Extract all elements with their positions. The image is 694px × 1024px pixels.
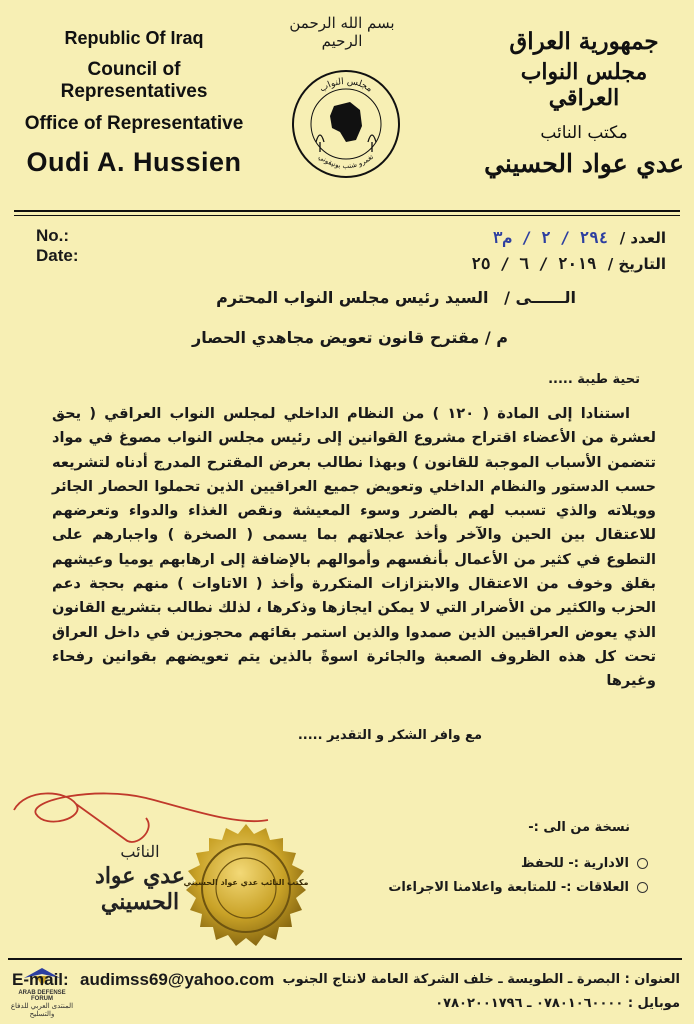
date-row-ar — [471, 254, 666, 273]
circle-bullet-icon — [637, 882, 648, 893]
gold-seal — [180, 822, 312, 954]
arabic-letterhead — [484, 28, 684, 178]
email-address: audimss69@yahoo.com — [80, 970, 275, 989]
no-value: ٢٩٤ / ٢ / م٣ — [492, 228, 609, 247]
watermark-line-2: المنتدى العربي للدفاع والتسليح — [10, 1003, 74, 1018]
copy-item: الادارية :- للحفظ — [521, 856, 648, 871]
footer-phone: موبايل : ٠٧٨٠١٠٦٠٠٠٠ ـ ٠٧٨٠٢٠٠١٧٩٦ — [435, 996, 680, 1011]
subject: م / مقترح قانون تعويض مجاهدي الحصار — [192, 328, 508, 347]
date-value: ٢٠١٩ / ٦ / ٢٥ — [471, 254, 597, 273]
header-divider — [14, 210, 680, 216]
to-label: الــــــى / — [504, 288, 576, 307]
en-country: Republic Of Iraq — [64, 28, 204, 48]
logo-ring-text-bottom: تغمرو شنب بونيقوني — [316, 152, 376, 171]
letter-body — [52, 402, 656, 694]
signature-name: عدي عواد الحسيني — [95, 863, 185, 915]
watermark-line-1: ARAB DEFENSE FORUM — [18, 990, 66, 1002]
footer-divider — [8, 958, 682, 960]
no-label-ar: العدد / — [619, 229, 666, 247]
ar-office: مكتب النائب — [540, 123, 628, 143]
date-label-en: Date: — [36, 246, 79, 265]
en-name: Oudi A. Hussien — [26, 147, 242, 177]
en-council: Council of Representatives — [60, 59, 208, 102]
date-label-ar: التاريخ / — [607, 255, 666, 273]
closing-thanks: مع وافر الشكر و التقدير ..... — [297, 728, 482, 743]
addressee — [216, 288, 576, 307]
seal-text: مكتب النائب عدي عواد الحسيني — [183, 878, 309, 887]
en-office: Office of Representative — [24, 113, 244, 134]
to-value: السيد رئيس مجلس النواب المحترم — [216, 288, 489, 307]
ar-country: جمهورية العراق — [509, 28, 659, 55]
ar-council: مجلس النواب العراقي — [520, 59, 648, 111]
email-label: E-mail: — [12, 970, 69, 989]
greeting: تحية طيبة ..... — [548, 372, 640, 387]
signature-title: النائب — [120, 842, 160, 861]
body-paragraph: استنادا إلى المادة ( ١٢٠ ) من النظام الداخلي لمجلس النواب العراقي ( يحق لعشرة من الأعضاء اقتراح مشروع القوانين إلى رئيس مجلس النواب مصوغ في مواد تتضمن الأسباب الموجبة للقانون ) وبهذا نطالب بعرض المقترح المدرج أدناه لتشريعه حسب الدستور والنظام الداخلي وتعويض جميع العراقيين الذين تحملوا الحصار الجائر وويلاته والذي تسبب لهم بالضرر وسوء المعيشة ونقص الغذاء والدواء وتعرضهم للاعتقال بين الحين والآخر وأخذ عجلاتهم بما يسمى ( الصخرة ) واجبارهم على التطوع في كثير من الأعمال بأنفسهم وأموالهم بالإضافة إلى ارهابهم يوميا وعيشهم بقلق وخوف من الاعتقال والابتزازات المتكررة وأخذ ( الاتاوات ) منهم بحجة دعم الحزب والكثير من الأضرار التي لا يمكن ايجازها وذكرها ، لذلك نطالب بتشريع القانون الذي يعوض العراقيين الذين صمدوا والذين استمر بقائهم محجوزين في داخل العراق تحت كل هذه الظروف الصعبة والجائرة اسوةً بالذين يتم تعويضهم بقوانين رفحاء وغيرها — [52, 405, 656, 690]
footer-address: العنوان : البصرة ـ الطويسة ـ خلف الشركة العامة لانتاج الجنوب — [282, 972, 680, 987]
iraq-map-icon — [330, 102, 362, 142]
ar-name: عدي عواد الحسيني — [484, 149, 684, 178]
copies-heading: نسخة من الى :- — [528, 820, 630, 835]
english-letterhead — [14, 28, 254, 178]
no-row-ar — [493, 228, 666, 247]
circle-bullet-icon — [637, 858, 648, 869]
basmala: بسم الله الرحمن الرحيم — [289, 14, 395, 50]
no-label-en: No.: — [36, 226, 70, 245]
copy-item: العلاقات :- للمتابعة واعلامنا الاجراءات — [388, 880, 648, 895]
logo-ring-text: مجلس النواب — [318, 76, 374, 95]
council-logo — [290, 68, 402, 180]
